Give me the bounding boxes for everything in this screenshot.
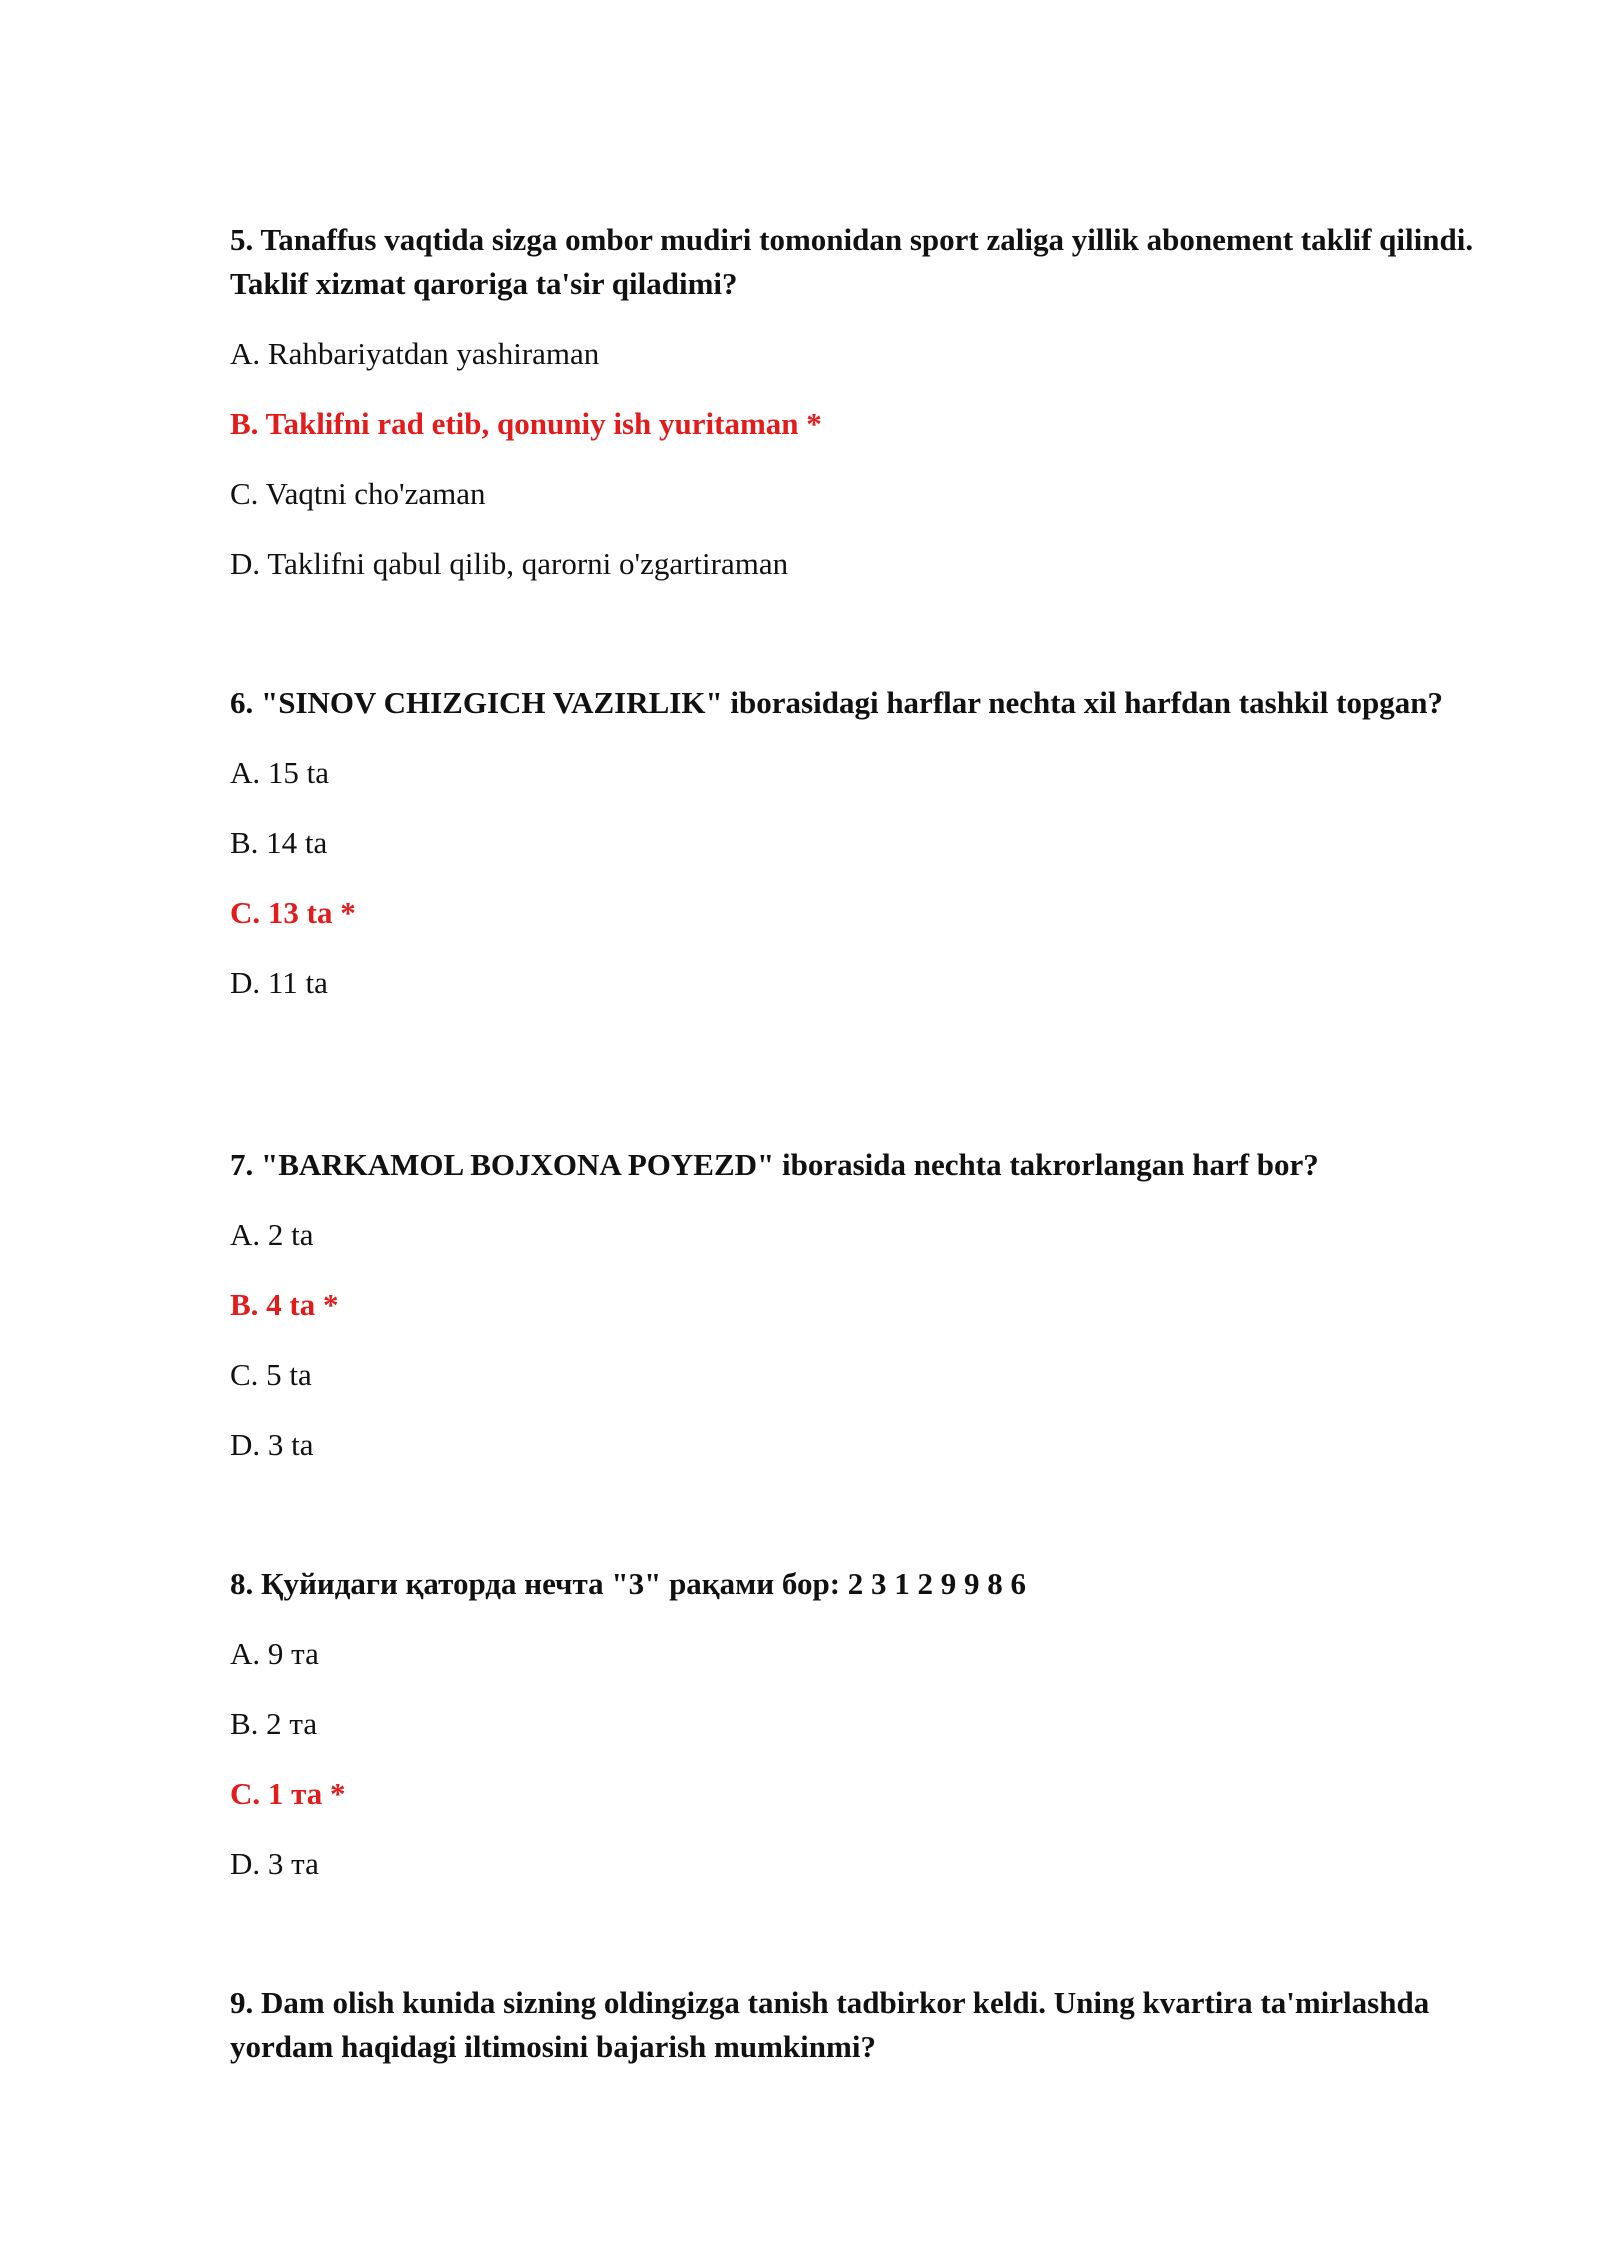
option-a: A. 9 та: [230, 1636, 319, 1671]
option-d: D. 3 ta: [230, 1427, 314, 1462]
question-7: [230, 1143, 1520, 1467]
option-c: C. 5 ta: [230, 1357, 312, 1392]
option-c-correct: C. 1 та *: [230, 1776, 346, 1811]
question-9: [230, 1981, 1520, 2069]
question-8: [230, 1562, 1520, 1886]
option-d: D. 11 ta: [230, 965, 328, 1000]
option-b: B. 14 ta: [230, 825, 328, 860]
option-b-correct: B. Taklifni rad etib, qonuniy ish yuritaman *: [230, 406, 822, 441]
question-5: [230, 218, 1520, 586]
option-b: B. 2 та: [230, 1706, 318, 1741]
question-text: 8. Қуйидаги қаторда нечта "3" рақами бор: 2 3 1 2 9 9 8 6: [230, 1566, 1027, 1601]
question-text: 6. "SINOV CHIZGICH VAZIRLIK" iborasidagi harflar nechta xil harfdan tashkil topgan?: [230, 685, 1443, 720]
option-d: D. Taklifni qabul qilib, qarorni o'zgartiraman: [230, 546, 789, 581]
option-b-correct: B. 4 ta *: [230, 1287, 339, 1322]
option-d: D. 3 та: [230, 1846, 319, 1881]
option-c: C. Vaqtni cho'zaman: [230, 476, 486, 511]
question-text: 9. Dam olish kunida sizning oldingizga tanish tadbirkor keldi. Uning kvartira ta'mirlashda yordam haqidagi iltimosini bajarish mumkinmi?: [230, 1985, 1430, 2064]
question-text: 5. Tanaffus vaqtida sizga ombor mudiri tomonidan sport zaliga yillik abonement taklif qilindi. Taklif xizmat qaroriga ta'sir qiladimi?: [230, 222, 1474, 301]
option-a: A. 15 ta: [230, 755, 330, 790]
option-a: A. Rahbariyatdan yashiraman: [230, 336, 600, 371]
option-a: A. 2 ta: [230, 1217, 314, 1252]
option-c-correct: C. 13 ta *: [230, 895, 356, 930]
question-6: [230, 681, 1520, 1005]
question-text: 7. "BARKAMOL BOJXONA POYEZD" iborasida nechta takrorlangan harf bor?: [230, 1147, 1319, 1182]
